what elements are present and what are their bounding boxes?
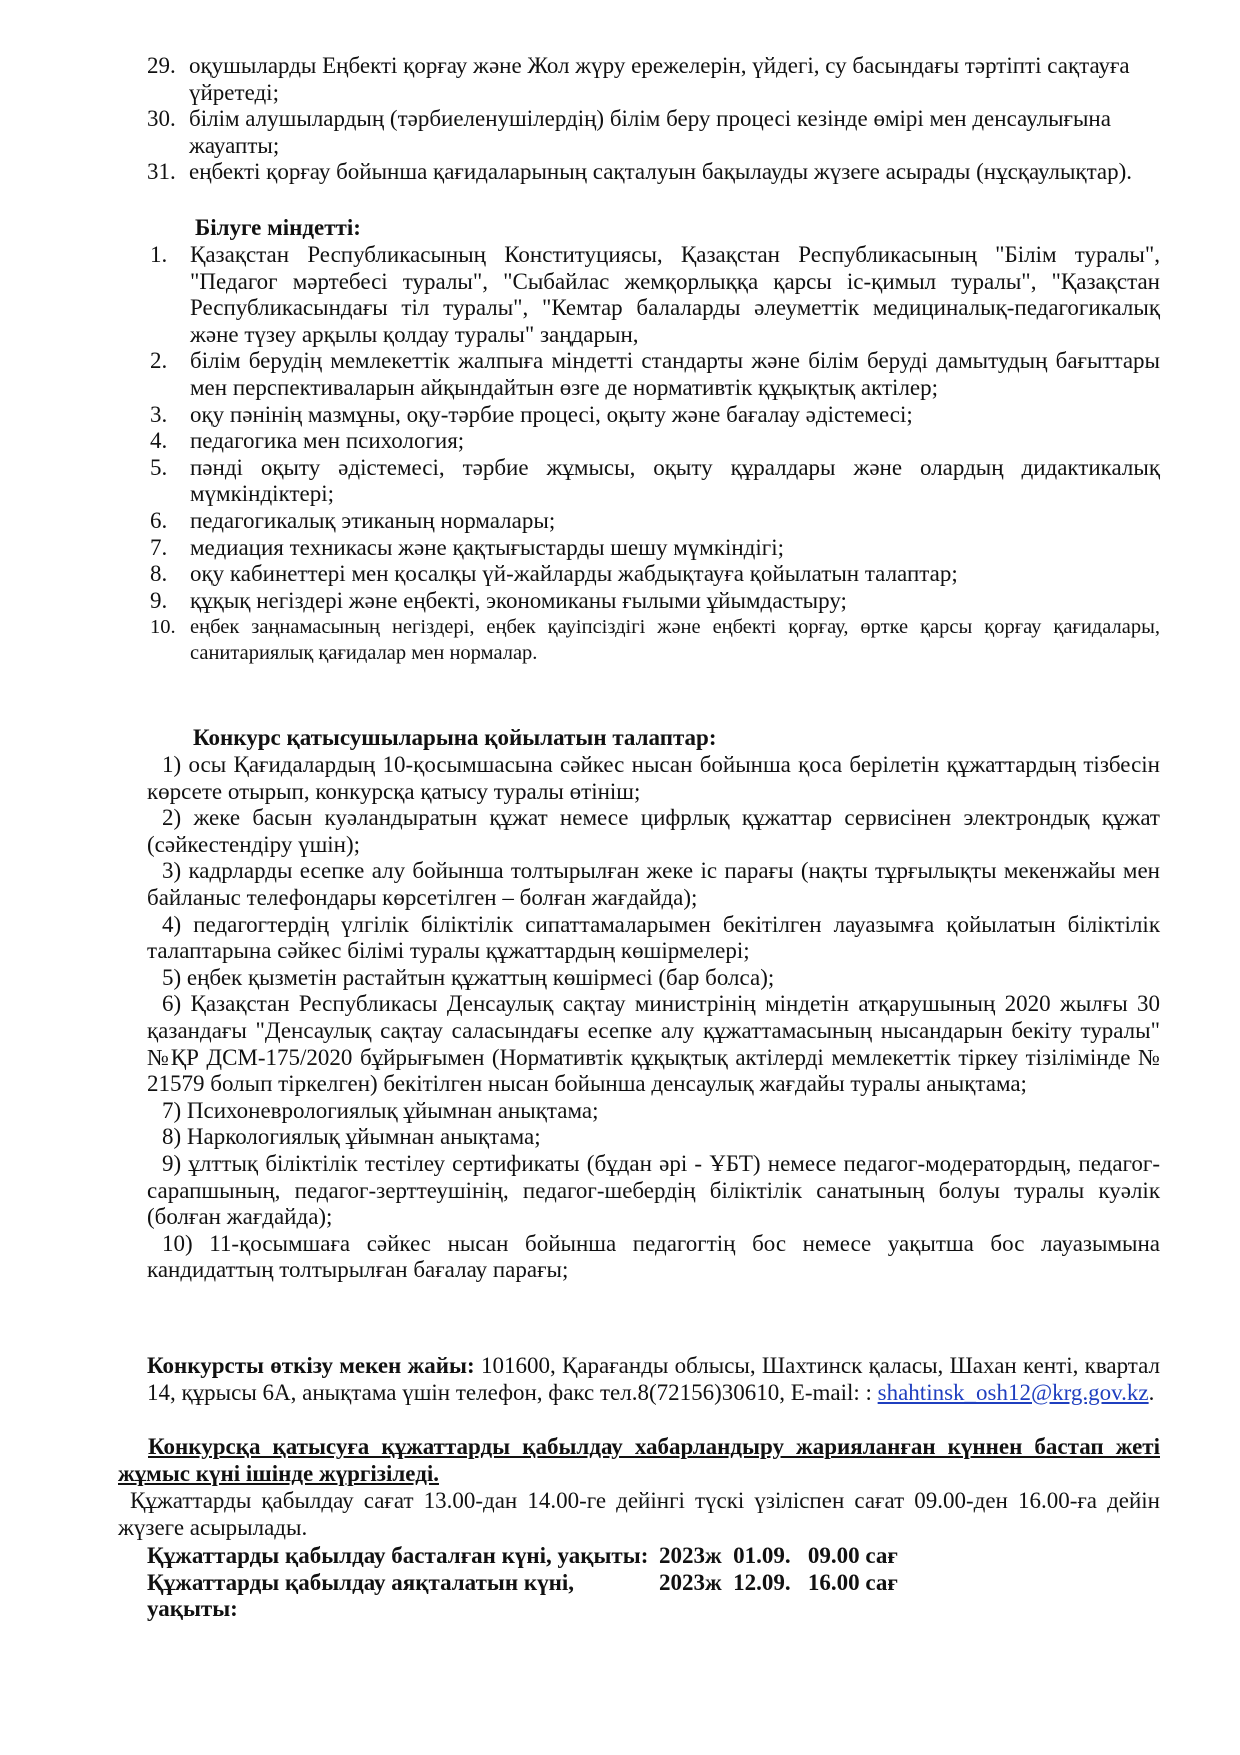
item-number: 10. [150,616,176,639]
item-number: 4. [150,428,168,454]
requirement-item: 3) кадрларды есепке алу бойынша толтырылған жеке іс парағы (нақты тұрғылықты мекенжайы мен байланыс телефондары көрсетілген – болған жағдайда); [147,858,1160,910]
must-know-item [150,588,1160,615]
submission-notice: Конкурсқа қатысуға құжаттарды қабылдау хабарландыру жарияланған күннен бастап жеті жұмыс күні ішінде жүргізіледі. [118,1434,1160,1486]
must-know-item [150,561,1160,588]
requirement-item: 10) 11-қосымшаға сәйкес нысан бойынша педагогтің бос немесе уақытша бос лауазымына кандидаттың толтырылған бағалау парағы; [147,1230,1160,1283]
duty-item [147,159,1160,186]
requirement-item: 9) ұлттық біліктілік тестілеу сертификаты (бұдан әрі - ҰБТ) немесе педагог-модератордың, педагог-сарапшының, педагог-зерттеушінің, педагог-шебердің біліктілік санатының болуы туралы куәлік (болған жағдайда); [147,1150,1160,1230]
item-text: Қазақстан Республикасының Конституциясы, Қазақстан Республикасының "Білім туралы", "Педагог мәртебесі туралы", "Сыбайлас жемқорлыққа қарсы іс-қимыл туралы", "Қазақстан Республикасындағы тіл туралы", "Кемтар балаларды әлеуметтік медициналық-педагогикалық және түзеу арқылы қолдау туралы" заңдарын, [190,242,1160,347]
item-text: білім алушылардың (тәрбиеленушілердің) білім беру процесі кезінде өмірі мен денсаулығына жауапты; [189,106,1111,158]
requirement-item: 2) жеке басын куәландыратын құжат немесе цифрлық құжаттар сервисінен электрондық құжат (сәйкестендіру үшін); [147,805,1160,857]
requirement-item: 4) педагогтердің үлгілік біліктілік сипаттамаларымен бекітілген лауазымға қойылатын біліктілік талаптарына сәйкес білімі туралы құжаттардың көшірмелері; [147,911,1160,964]
item-text: медиация техникасы және қақтығыстарды шешу мүмкіндігі; [190,534,784,560]
end-date-row [147,1570,1047,1623]
requirement-item: 1) осы Қағидалардың 10-қосымшасына сәйкес нысан бойынша қоса берілетін құжаттардың тізбесін көрсете отырып, конкурсқа қатысу туралы өтініш; [147,752,1160,804]
address-text: 101600, Қарағанды облысы, Шахтинск қаласы, Шахан кенті, квартал 14, құрысы 6А, анықтама үшін телефон, факс тел.8(72156)30610, E-mail: : [147,1353,1160,1405]
must-know-item [150,535,1160,562]
item-number: 7. [150,534,168,560]
item-text: оқушыларды Еңбекті қорғау және Жол жүру ережелерін, үйдегі, су басындағы тәртіпті сақтауға үйретеді; [189,53,1130,105]
requirements-heading: Конкурс қатысушыларына қойылатын талаптар: [193,725,717,750]
must-know-item [150,455,1160,508]
item-text: пәнді оқыту әдістемесі, тәрбие жұмысы, оқыту құралдары және олардың дидактикалық мүмкіндіктері; [190,454,1160,507]
item-number: 30. [147,106,176,132]
requirement-item: 7) Психоневрологиялық ұйымнан анықтама; [162,1097,599,1123]
item-text: еңбекті қорғау бойынша қағидаларының сақталуын бақылауды жүзеге асырады (нұсқаулықтар). [189,159,1133,185]
item-text: құқық негіздері және еңбекті, экономиканы ғылыми ұйымдастыру; [190,587,847,613]
address-tail: . [1148,1379,1155,1405]
start-date-row [147,1543,1047,1570]
item-number: 9. [150,587,168,613]
requirement-item: 8) Наркологиялық ұйымнан анықтама; [162,1124,541,1150]
start-date-label: Құжаттарды қабылдау басталған күні, уақыты: [147,1543,649,1568]
must-know-item [150,614,1160,666]
must-know-item [150,508,1160,535]
dates-block [147,1543,1047,1623]
start-date-value: 2023ж 01.09. 09.00 сағ [659,1543,898,1568]
must-know-list [150,242,1160,666]
hours-notice: Құжаттарды қабылдау сағат 13.00-дан 14.00-ге дейінгі түскі үзіліспен сағат 09.00-ден 16.00-ға дейін жүзеге асырылады. [118,1488,1160,1540]
item-number: 2. [150,348,168,374]
email-link[interactable]: shahtinsk_osh12@krg.gov.kz [877,1379,1149,1405]
item-number: 5. [150,454,168,480]
address-label: Конкурсты өткізу мекен жайы: [147,1353,475,1378]
item-text: оқу пәнінің мазмұны, оқу-тәрбие процесі, оқыту және бағалау әдістемесі; [190,401,913,427]
end-date-label: Құжаттарды қабылдау аяқталатын күні, уақыты: [147,1569,574,1622]
item-text: педагогикалық этиканың нормалары; [190,507,556,533]
item-text: білім берудің мемлекеттік жалпыға міндетті стандарты және білім беруді дамытудың бағыттары мен перспективаларын айқындайтын өзге де нормативтік құқықтық актілер; [190,348,1160,400]
requirement-item: 5) еңбек қызметін растайтын құжаттың көшірмесі (бар болса); [162,964,775,990]
item-text: еңбек заңнамасының негіздері, еңбек қауіпсіздігі және еңбекті қорғау, өртке қарсы қорғау қағидалары, санитариялық қағидалар мен нормалар. [190,616,1160,665]
duty-item [147,106,1160,159]
must-know-item [150,402,1160,429]
item-number: 1. [150,242,168,267]
requirements-list [147,752,1160,1284]
duty-item [147,53,1160,106]
duties-list [147,53,1160,186]
item-number: 31. [147,159,176,185]
item-number: 29. [147,53,176,78]
end-date-value: 2023ж 12.09. 16.00 сағ [659,1569,898,1595]
item-text: оқу кабинеттері мен қосалқы үй-жайларды жабдықтауға қойылатын талаптар; [190,561,958,587]
must-know-item [150,428,1160,455]
requirement-item: 6) Қазақстан Республикасы Денсаулық сақтау министрінің міндетін атқарушының 2020 жылғы 30 қазандағы "Денсаулық сақтау саласындағы есепке алу құжаттамасының нысандарын бекіту туралы" №ҚР ДСМ-175/2020 бұйрығымен (Нормативтік құқықтық актілерді мемлекеттік тіркеу тізілімінде № 21579 болып тіркелген) бекітілген нысан бойынша денсаулық жағдайы туралы анықтама; [147,991,1160,1097]
must-know-heading: Білуге міндетті: [195,215,361,240]
item-text: педагогика мен психология; [190,428,465,454]
item-number: 8. [150,561,168,587]
must-know-item [150,348,1160,401]
item-number: 3. [150,401,168,427]
must-know-item [150,242,1160,348]
item-number: 6. [150,507,168,533]
address-block [147,1353,1160,1406]
